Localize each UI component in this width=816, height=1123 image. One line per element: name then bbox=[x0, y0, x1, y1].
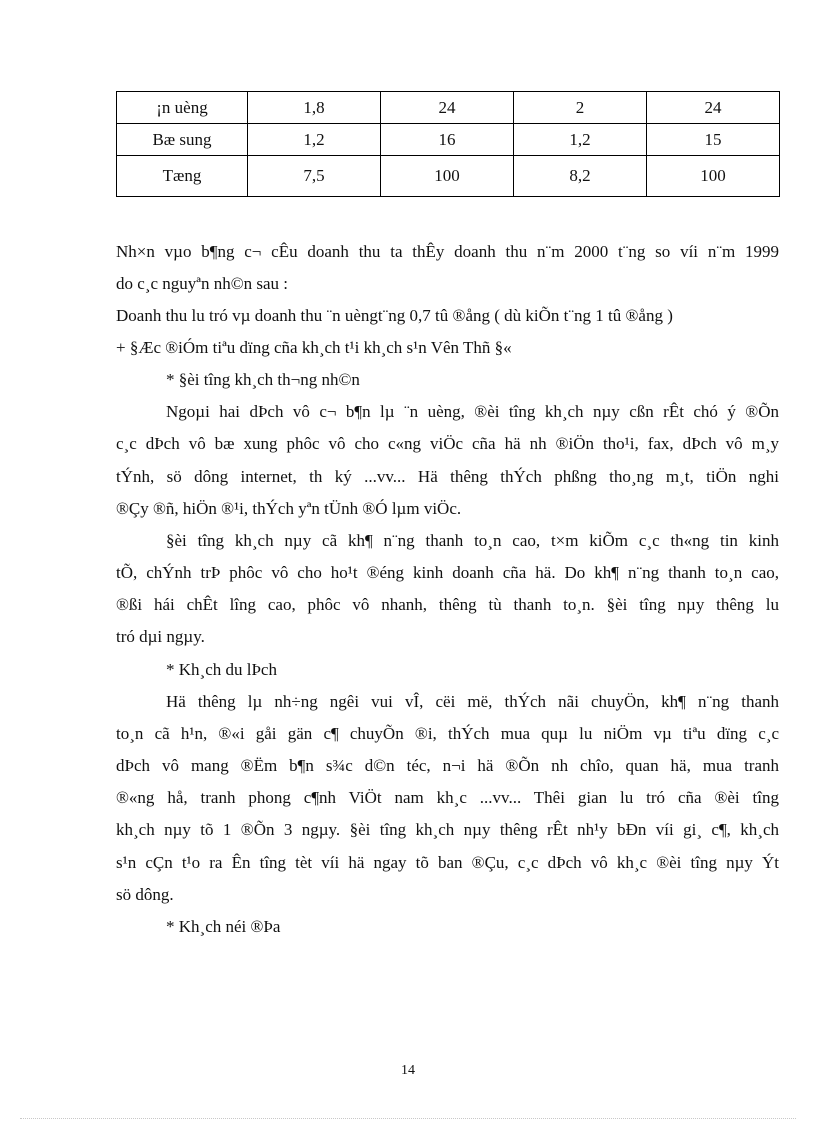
table-cell: 1,2 bbox=[514, 124, 647, 156]
table-cell: 2 bbox=[514, 92, 647, 124]
table-cell: 15 bbox=[647, 124, 780, 156]
body-text-line: kh¸ch nµy tõ 1 ®Õn 3 ngµy. §èi tîng kh¸ch nµy thêng rÊt nh¹y bÐn víi gi¸ c¶, kh¸ch bbox=[116, 820, 779, 839]
body-text-line: dÞch vô mang ®Ëm b¶n s¾c d©n téc, n¬i hä ®Õn nh chîo, quan hä, mua tranh bbox=[116, 756, 779, 775]
body-text-line: do c¸c nguyªn nh©n sau : bbox=[116, 274, 288, 293]
body-text-line: Doanh thu lu tró vµ doanh thu ¨n uèngt¨ng 0,7 tû ®ång ( dù kiÕn t¨ng 1 tû ®ång ) bbox=[116, 306, 673, 325]
table-cell: Tæng bbox=[117, 156, 248, 197]
subsection-heading: * §èi tîng kh¸ch th¬ng nh©n bbox=[166, 370, 360, 389]
body-text-line: tÝnh, sö dông internet, th ký ...vv... Hä thêng thÝch phßng tho¸ng m¸t, tiÖn nghi bbox=[116, 467, 779, 486]
table-row bbox=[117, 124, 780, 156]
table-row bbox=[117, 156, 780, 197]
body-text-line: c¸c dÞch vô bæ xung phôc vô cho c«ng viÖc cña hä nh ®iÖn tho¹i, fax, dÞch vô m¸y bbox=[116, 434, 779, 453]
table-cell: ¡n uèng bbox=[117, 92, 248, 124]
body-text-line: Nh×n vµo b¶ng c¬ cÊu doanh thu ta thÊy doanh thu n¨m 2000 t¨ng so víi n¨m 1999 bbox=[116, 242, 779, 261]
body-text-line: Ngoµi hai dÞch vô c¬ b¶n lµ ¨n uèng, ®èi tîng kh¸ch nµy cßn rÊt chó ý ®Õn bbox=[166, 402, 779, 421]
table-cell: 1,2 bbox=[248, 124, 381, 156]
table-row bbox=[117, 92, 780, 124]
table-cell: 7,5 bbox=[248, 156, 381, 197]
body-text-line: sö dông. bbox=[116, 885, 174, 904]
table-cell: 100 bbox=[647, 156, 780, 197]
table-cell: 100 bbox=[381, 156, 514, 197]
table-cell: 16 bbox=[381, 124, 514, 156]
table-cell: 24 bbox=[647, 92, 780, 124]
table-cell: 24 bbox=[381, 92, 514, 124]
body-text-line: s¹n cÇn t¹o ra Ên tîng tèt víi hä ngay tõ ban ®Çu, c¸c dÞch vô kh¸c ®èi tîng nµy Ýt bbox=[116, 853, 779, 872]
body-text-line: ®«ng hå, tranh phong c¶nh ViÖt nam kh¸c ...vv... Thêi gian lu tró cña ®èi tîng bbox=[116, 788, 779, 807]
table-cell: 1,8 bbox=[248, 92, 381, 124]
subsection-heading: * Kh¸ch néi ®Þa bbox=[166, 917, 281, 936]
body-text-line: to¸n cã h¹n, ®«i gåi gän c¶ chuyÕn ®i, thÝch mua quµ lu niÖm vµ tiªu dïng c¸c bbox=[116, 724, 779, 743]
table-cell: Bæ sung bbox=[117, 124, 248, 156]
page-edge-divider bbox=[20, 1118, 796, 1119]
section-heading: + §Æc ®iÓm tiªu dïng cña kh¸ch t¹i kh¸ch s¹n Vên Thñ §« bbox=[116, 338, 512, 357]
body-text-line: tÕ, chÝnh trÞ phôc vô cho ho¹t ®éng kinh doanh cña hä. Do kh¶ n¨ng thanh to¸n cao, bbox=[116, 563, 779, 582]
subsection-heading: * Kh¸ch du lÞch bbox=[166, 660, 277, 679]
body-text-line: ®Çy ®ñ, hiÖn ®¹i, thÝch yªn tÜnh ®Ó lµm viÖc. bbox=[116, 499, 462, 518]
body-text-line: ®ßi hái chÊt lîng cao, phôc vô nhanh, thêng tù thanh to¸n. §èi tîng nµy thêng lu bbox=[116, 595, 779, 614]
revenue-structure-table bbox=[116, 91, 780, 197]
body-text-line: tró dµi ngµy. bbox=[116, 627, 205, 646]
body-text-line: §èi tîng kh¸ch nµy cã kh¶ n¨ng thanh to¸n cao, t×m kiÕm c¸c th«ng tin kinh bbox=[166, 531, 779, 550]
page-number: 14 bbox=[401, 1063, 415, 1078]
body-text-line: Hä thêng lµ nh÷ng ngêi vui vÎ, cëi më, thÝch nãi chuyÖn, kh¶ n¨ng thanh bbox=[166, 692, 779, 711]
table-cell: 8,2 bbox=[514, 156, 647, 197]
